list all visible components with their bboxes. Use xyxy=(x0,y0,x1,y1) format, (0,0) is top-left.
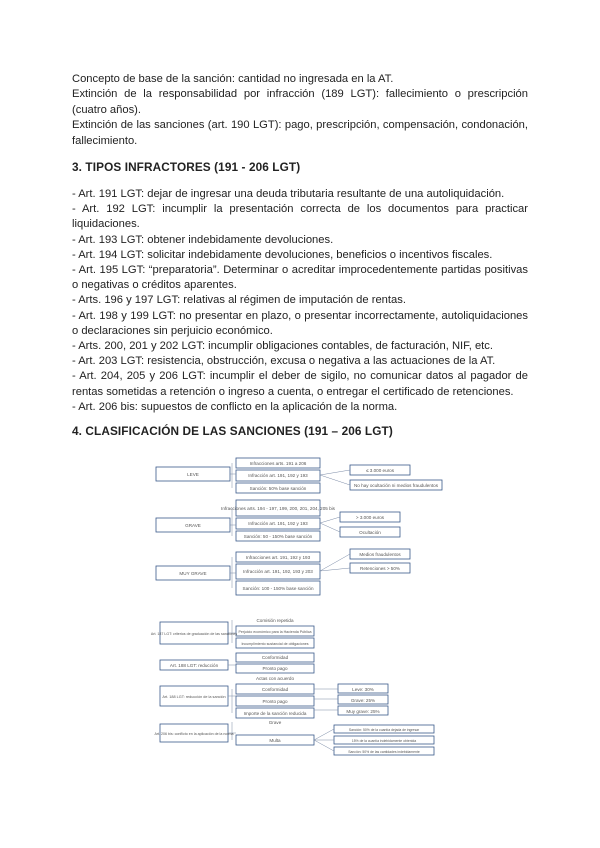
node-block5-out: Sanción: 50% de las cantidades indebidamente xyxy=(348,750,420,754)
node-grave: GRAVE xyxy=(185,523,201,528)
node-grave-item: Infracciones arts. 194 - 197, 199, 200, 201, 204, 205 bis xyxy=(221,506,335,511)
list-item: - Art. 206 bis: supuestos de conflicto en la aplicación de la norma. xyxy=(72,400,398,413)
list-item: - Art. 203 LGT: resistencia, obstrucción, excusa o negativa a las actuaciones de la AT. xyxy=(72,355,496,368)
intro-line-3: Extinción de las sanciones (art. 190 LGT): pago, prescripción, compensación, condonación, fallecimiento. xyxy=(72,119,528,147)
node-grave-item: Infracción art. 191, 192 y 193 xyxy=(248,521,308,526)
node-muy-grave-out: Retenciones > 50% xyxy=(360,566,400,571)
node-block2-item: Perjuicio económico para la Hacienda Pública xyxy=(238,630,312,634)
node-leve-out: No hay ocultación ni medios fraudulentos xyxy=(353,483,439,488)
node-leve-out: ≤ 3.000 euros xyxy=(365,468,395,473)
intro-line-2: Extinción de la responsabilidad por infracción (189 LGT): fallecimiento o prescripción (cuatro años). xyxy=(72,88,528,116)
intro-line-1: Concepto de base de la sanción: cantidad no ingresada en la AT. xyxy=(72,73,394,85)
node-block4-out: Muy grave: 25% xyxy=(346,709,380,714)
node-muy-grave-item: Sanción: 100 - 150% base sanción xyxy=(242,586,314,591)
list-item: - Art. 195 LGT: “preparatoria”. Determinar o acreditar improcedentemente partidas positivas o negativas o créditos aparentes. xyxy=(72,264,528,292)
node-block4-out: Grave: 25% xyxy=(350,698,376,703)
node-muy-grave-out: Medios fraudulentos xyxy=(359,552,401,557)
node-grave-out: > 3.000 euros xyxy=(355,515,385,520)
node-block3-left: Art. 188 LGT: reducción xyxy=(169,663,219,668)
list-item: - Art. 193 LGT: obtener indebidamente devoluciones. xyxy=(72,233,334,246)
node-muy-grave-item: Infracción art. 191, 192, 193 y 203 xyxy=(243,569,313,574)
node-block3-item: Conformidad xyxy=(261,655,289,660)
node-block4-out: Leve: 30% xyxy=(352,687,374,692)
node-block3-item: Pronto pago xyxy=(262,666,288,671)
node-leve-item: Sanción: 50% base sanción xyxy=(249,486,307,491)
node-block2-item: Incumplimiento sustancial de obligaciones xyxy=(241,642,309,646)
node-muy-grave: MUY GRAVE xyxy=(179,571,207,576)
node-grave-out: Ocultación xyxy=(359,530,381,535)
node-block3-item: Actas con acuerdo xyxy=(255,676,295,681)
node-block5-left: Art. 206 bis: conflicto en la aplicación de la norma xyxy=(154,732,234,736)
node-leve-item: Infracción art. 191, 192 y 193 xyxy=(248,473,308,478)
list-item: - Art. 204, 205 y 206 LGT: incumplir el deber de sigilo, no comunicar datos al pagador de rentas sometidas a retención o ingreso a cuenta, o entregar el certificado de retenciones. xyxy=(72,370,528,398)
node-block5-out: Sanción: 50% de la cuantía dejada de ingresar xyxy=(348,728,420,732)
list-item: - Arts. 200, 201 y 202 LGT: incumplir obligaciones contables, de facturación, NIF, etc. xyxy=(72,340,493,353)
list-item: - Art. 198 y 199 LGT: no presentar en plazo, o presentar incorrectamente, autoliquidaciones o declaraciones sin perjuicio económico. xyxy=(72,309,528,337)
section-4-heading: 4. CLASIFICACIÓN DE LAS SANCIONES (191 – 206 LGT) xyxy=(72,424,393,438)
node-block5-item: Multa xyxy=(269,738,281,743)
list-item: - Arts. 196 y 197 LGT: relativas al régimen de imputación de rentas. xyxy=(72,294,406,307)
list-item: - Art. 192 LGT: incumplir la presentación correcta de los documentos para practicar liquidaciones. xyxy=(72,203,528,231)
node-muy-grave-item: Infracciones art. 191, 192 y 193 xyxy=(245,555,311,560)
list-item: - Art. 191 LGT: dejar de ingresar una deuda tributaria resultante de una autoliquidación. xyxy=(72,188,505,200)
node-block4-item: Importe de la sanción reducida xyxy=(243,711,307,716)
node-block5-out: 15% de la cuantía indebidamente obtenida xyxy=(351,739,417,743)
node-leve-item: Infracciones arts. 191 a 206 xyxy=(249,461,307,466)
section-3-heading: 3. TIPOS INFRACTORES (191 - 206 LGT) xyxy=(72,160,301,174)
node-block4-item: Pronto pago xyxy=(262,699,288,704)
node-block4-item: Conformidad xyxy=(261,687,289,692)
list-item: - Art. 194 LGT: solicitar indebidamente devoluciones, beneficios o incentivos fiscales. xyxy=(72,248,493,261)
node-block5-item: Grave xyxy=(268,720,282,725)
node-block4-left: Art. 188 LGT: reducción de la sanción xyxy=(162,695,226,699)
node-leve: LEVE xyxy=(187,472,199,477)
node-block2-left: Art. 187 LGT: criterios de graduación de las sanciones xyxy=(150,632,238,636)
node-grave-item: Sanción: 50 - 150% base sanción xyxy=(243,534,313,539)
node-block2-item: Comisión repetida xyxy=(256,618,294,623)
